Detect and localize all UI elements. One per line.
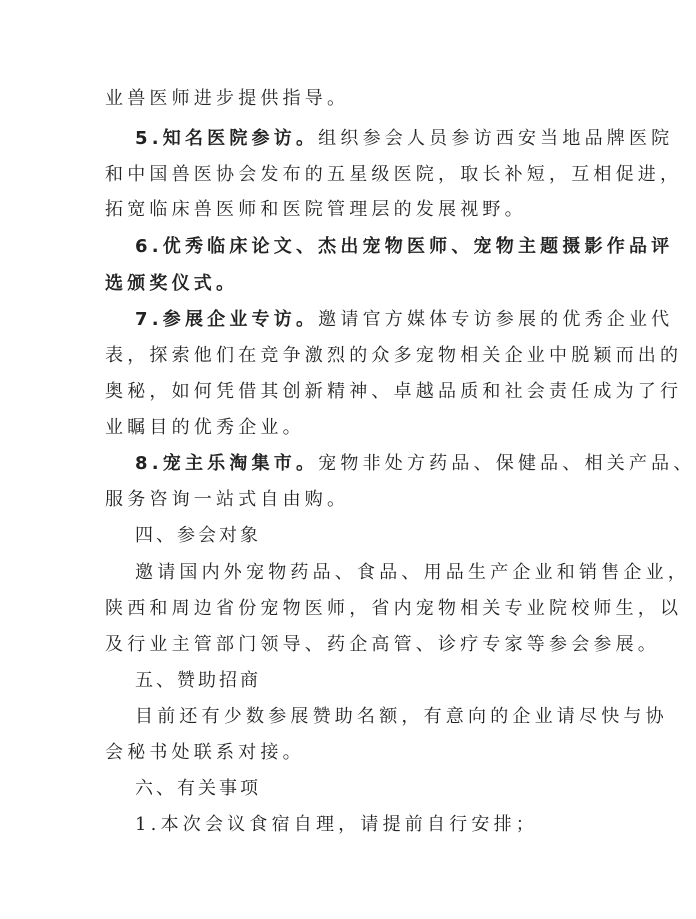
section-heading-4: 四、参会对象: [135, 525, 261, 546]
paragraph-line: 邀请国内外宠物药品、食品、用品生产企业和销售企业，: [135, 562, 690, 583]
item-7-text: 邀请官方媒体专访参展的优秀企业代: [318, 309, 674, 330]
item-8-line: [135, 453, 696, 475]
paragraph-line: 服务咨询一站式自由购。: [105, 489, 350, 510]
section-heading-5: 五、赞助招商: [135, 670, 261, 691]
item-7-line: [135, 309, 673, 331]
item-6-title: 6.优秀临床论文、杰出宠物医师、宠物主题摄影作品评: [135, 236, 674, 257]
paragraph-line: 会秘书处联系对接。: [105, 742, 305, 763]
item-5-line: [135, 128, 673, 150]
item-8-text: 宠物非处方药品、保健品、相关产品、: [318, 453, 696, 474]
item-7-title: 7.参展企业专访。: [135, 309, 319, 330]
item-8-title: 8.宠主乐淘集市。: [135, 453, 319, 474]
paragraph-line: 拓宽临床兽医师和医院管理层的发展视野。: [105, 199, 527, 220]
item-6-title-cont: 选颁奖仪式。: [105, 273, 239, 294]
paragraph-line: 目前还有少数参展赞助名额，有意向的企业请尽快与协: [135, 706, 668, 727]
paragraph-line: 及行业主管部门领导、药企高管、诊疗专家等参会参展。: [105, 634, 660, 655]
item-5-text: 组织参会人员参访西安当地品牌医院: [318, 128, 674, 149]
paragraph-line: 1.本次会议食宿自理，请提前自行安排；: [135, 814, 538, 835]
paragraph-line: 陕西和周边省份宠物医师，省内宠物相关专业院校师生，以: [105, 598, 683, 619]
item-5-title: 5.知名医院参访。: [135, 128, 319, 149]
section-heading-6: 六、有关事项: [135, 778, 261, 799]
paragraph-line: 业兽医师进步提供指导。: [105, 88, 350, 109]
paragraph-line: 奥秘，如何凭借其创新精神、卓越品质和社会责任成为了行: [105, 381, 683, 402]
paragraph-line: 业瞩目的优秀企业。: [105, 417, 305, 438]
paragraph-line: 和中国兽医协会发布的五星级医院，取长补短，互相促进，: [105, 164, 683, 185]
paragraph-line: 表，探索他们在竞争激烈的众多宠物相关企业中脱颖而出的: [105, 345, 683, 366]
